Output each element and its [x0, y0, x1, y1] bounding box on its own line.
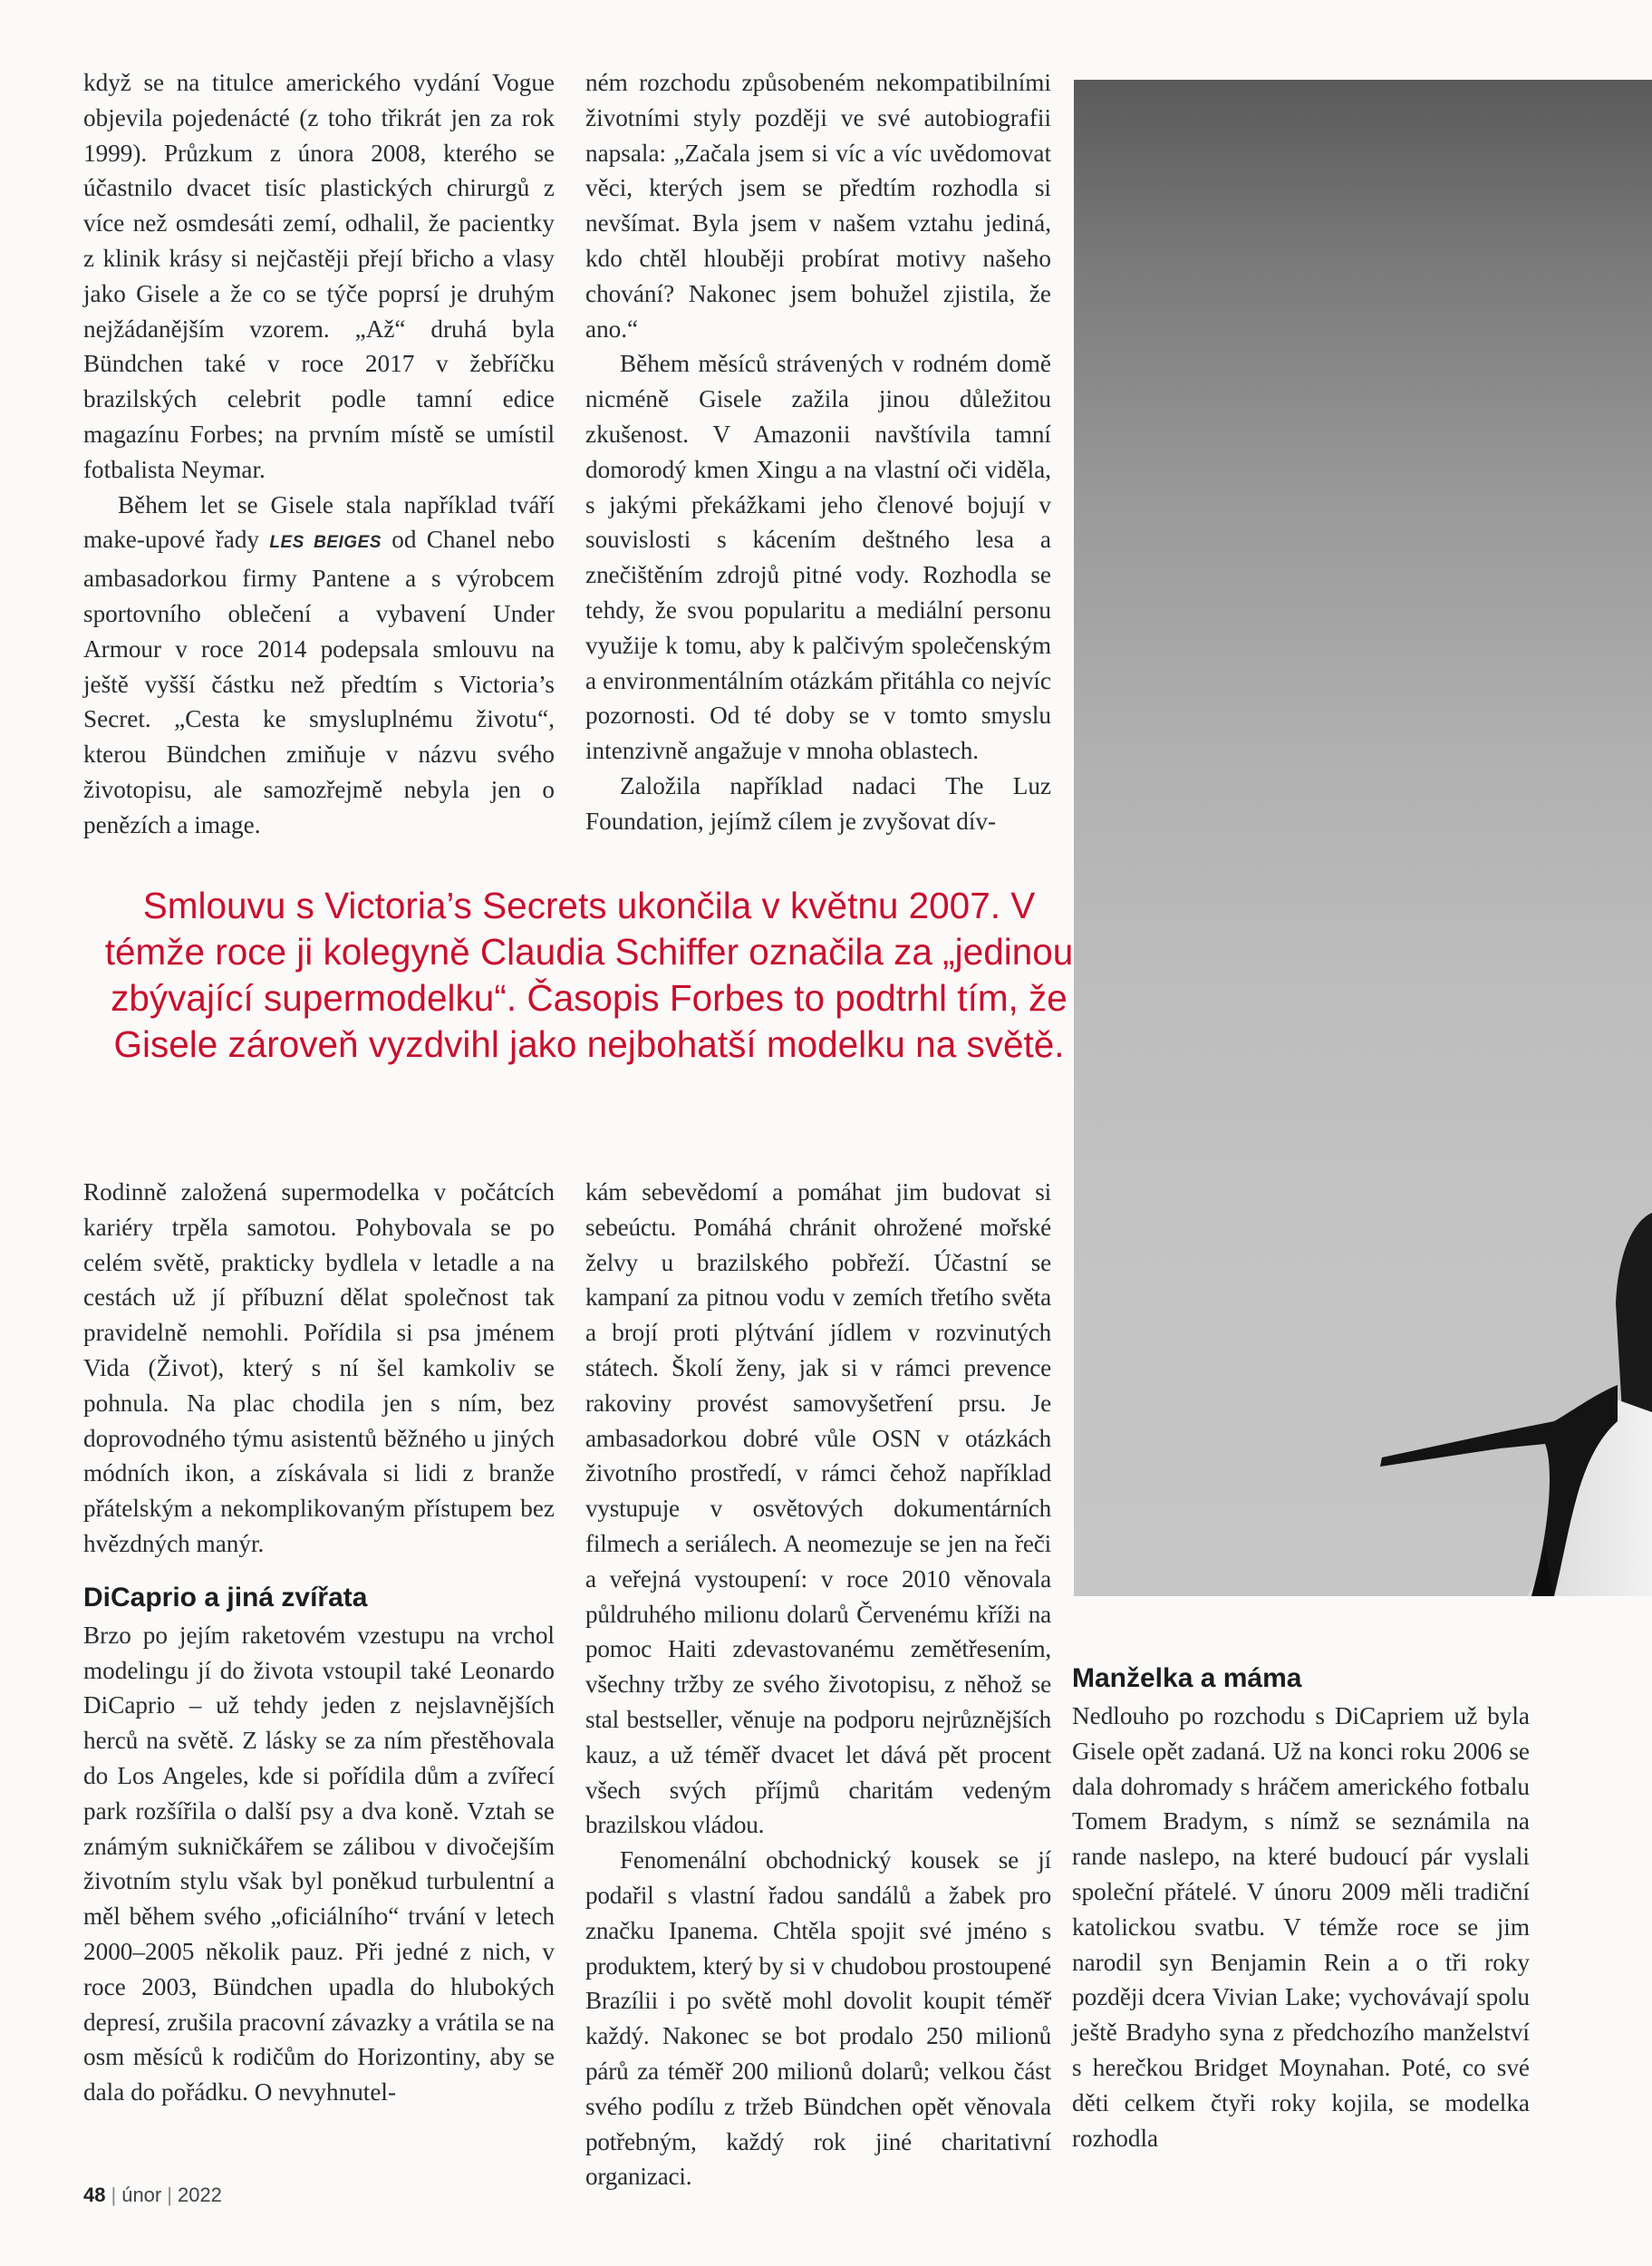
photo-artwork — [1074, 80, 1652, 1596]
section-heading: Manželka a máma — [1072, 1663, 1302, 1693]
paragraph: Fenomenální obchodnický kousek se jí podařil s vlastní řadou sandálů a žabek pro značku Ipanema. Chtěla spojit své jméno s produktem, který by si v chudobou prostoupené Brazílii i po světě mohl dovolit koupit téměř každý. Nakonec se bot prodalo 250 milionů párů za téměř 200 milionů dolarů; velkou část svého podílu z tržeb Bündchen opět věnovala potřebným, každý rok jiné charitativní organizaci. — [585, 1846, 1051, 2191]
paragraph: když se na titulce amerického vydání Vogue objevila pojedenácté (z toho třikrát jen za rok 1999). Průzkum z února 2008, kterého se účastnilo dvacet tisíc plastických chirurgů z více než osmdesáti zemí, odhalil, že pacientky z klinik krásy si nejčastěji přejí břicho a vlasy jako Gisele a že co se týče poprsí je druhým nejžádanějším vzorem. „Až“ druhá byla Bündchen také v roce 2017 v žebříčku brazilských celebrit podle tamní edice magazínu Forbes; na prvním místě se umístil fotbalista Neymar. — [83, 69, 555, 483]
pull-quote: Smlouvu s Victoria’s Secrets ukončila v květnu 2007. V témže roce ji kolegyně Claudia Schiffer označila za „jedinou zbývající supermodelku“. Časopis Forbes to podtrhl tím, že Gisele zároveň vyzdvihl jako nejbohatší modelku na světě. — [104, 885, 1074, 1065]
paragraph — [83, 488, 555, 843]
text-span: od Chanel nebo ambasadorkou firmy Pantene a s výrobcem sportovního oblečení a vybavení Under Armour v roce 2014 podepsala smlouvu na ještě vyšší částku než předtím s Victoria’s Secret. „Cesta ke smysluplnému životu“, kterou Bündchen zmiňuje v názvu svého životopisu, ale samozřejmě nebyla jen o penězích a image. — [83, 526, 555, 838]
column-2-top — [585, 65, 1051, 839]
paragraph: ném rozchodu způsobeném nekompatibilními životními styly později ve své autobiografii napsala: „Začala jsem si víc a víc uvědomovat věci, kterých jsem se předtím rozhodla si nevšímat. Byla jsem v našem vztahu jediná, kdo chtěl hlouběji probírat motivy našeho chování? Nakonec jsem bohužel zjistila, že ano.“ — [585, 69, 1051, 343]
paragraph: kám sebevědomí a pomáhat jim budovat si sebeúctu. Pomáhá chránit ohrožené mořské želvy u brazilského pobřeží. Účastní se kampaní za pitnou vodu v zemích třetího světa a brojí proti plýtvání jídlem v rozvinutých státech. Školí ženy, jak si v rámci prevence rakoviny provést samovyšetření prsu. Je ambasadorkou dobré vůle OSN v otázkách životního prostředí, v rámci čehož například vystupuje v osvětových dokumentárních filmech a seriálech. A neomezuje se jen na řeči a veřejná vystoupení: v roce 2010 věnovala půldruhého milionu dolarů Červenému kříži na pomoc Haiti zdevastovanému zemětřesením, všechny tržby ze svého životopisu, z něhož se stal bestseller, věnuje na podporu nejrůznějších kauz, a už téměř dvacet let dává pět procent všech svých příjmů charitám vedeným brazilskou vládou. — [585, 1178, 1051, 1839]
paragraph: Rodinně založená supermodelka v počátcích kariéry trpěla samotou. Pohybovala se po celém světě, prakticky bydlela v letadle a na cestách už jí příbuzní dělat společnost tak pravidelně nemohli. Pořídila si psa jménem Vida (Život), který s ní šel kamkoliv se pohnula. Na plac chodila jen s ním, bez doprovodného týmu asistentů běžného u jiných módních ikon, a získávala si lidi z branže přátelským a nekomplikovaným přístupem bez hvězdných manýr. — [83, 1178, 555, 1557]
paragraph: Brzo po jejím raketovém vzestupu na vrchol modelingu jí do života vstoupil také Leonardo DiCaprio – už tehdy jeden z nejslavnějších herců na světě. Z lásky se za ním přestěhovala do Los Angeles, kde si pořídila dům a zvířecí park rozšířila o další psy a dva koně. Vztah se známým sukničkářem se zálibou v divočejším životním stylu však byl poněkud turbulentní a měl během svého „oficiálního“ trvání v letech 2000–2005 několik pauz. Při jedné z nich, v roce 2003, Bündchen upadla do hlubokých depresí, zrušila pracovní závazky a vrátila se na osm měsíců k rodičům do Horizontiny, aby se dala do pořádku. O nevyhnutel- — [83, 1621, 555, 2106]
paragraph: Založila například nadaci The Luz Foundation, jejímž cílem je zvyšovat dív- — [585, 771, 1051, 835]
column-3-bottom — [1072, 1661, 1530, 2155]
page-number: 48 — [83, 2184, 106, 2206]
brand-name: LES BEIGES — [269, 533, 382, 553]
issue-month: únor — [121, 2184, 162, 2206]
photo-grayscale — [1074, 80, 1652, 1596]
issue-year: 2022 — [177, 2184, 222, 2206]
paragraph: Nedlouho po rozchodu s DiCapriem už byla Gisele opět zadaná. Už na konci roku 2006 se dala dohromady s hráčem amerického fotbalu Tomem Bradym, s nímž se seznámila na rande naslepo, na které budoucí pár vyslali společní přátelé. V únoru 2009 měli tradiční katolickou svatbu. V témže roce se jim narodil syn Benjamin Rein a o tři roky později dcera Vivian Lake; vychovávají spolu ještě Bradyho syna z předchozího manželství s herečkou Bridget Moynahan. Poté, co své děti celkem čtyři roky kojila, se modelka rozhodla — [1072, 1702, 1530, 2152]
page-folio: 48 | únor | 2022 — [83, 2184, 222, 2206]
column-1-top — [83, 65, 555, 843]
text-span: Během let se Gisele stala například tváří make-upové řady — [83, 490, 555, 554]
section-heading: DiCaprio a jiná zvířata — [83, 1582, 368, 1612]
paragraph: Během měsíců strávených v rodném domě nicméně Gisele zažila jinou důležitou zkušenost. V Amazonii navštívila tamní domorodý kmen Xingu a na vlastní oči viděla, s jakými překážkami jeho členové bojují v souvislosti s kácením deštného lesa a znečištěním zdrojů pitné vody. Rozhodla se tehdy, že svou popularitu a mediální personu využije k tomu, aby k palčivým společenským a environmentálním otázkám přitáhla co nejvíc pozornosti. Od té doby se v tomto smyslu intenzivně angažuje v mnoha oblastech. — [585, 350, 1051, 765]
column-2-bottom — [585, 1175, 1051, 2194]
column-1-bottom — [83, 1175, 555, 2110]
